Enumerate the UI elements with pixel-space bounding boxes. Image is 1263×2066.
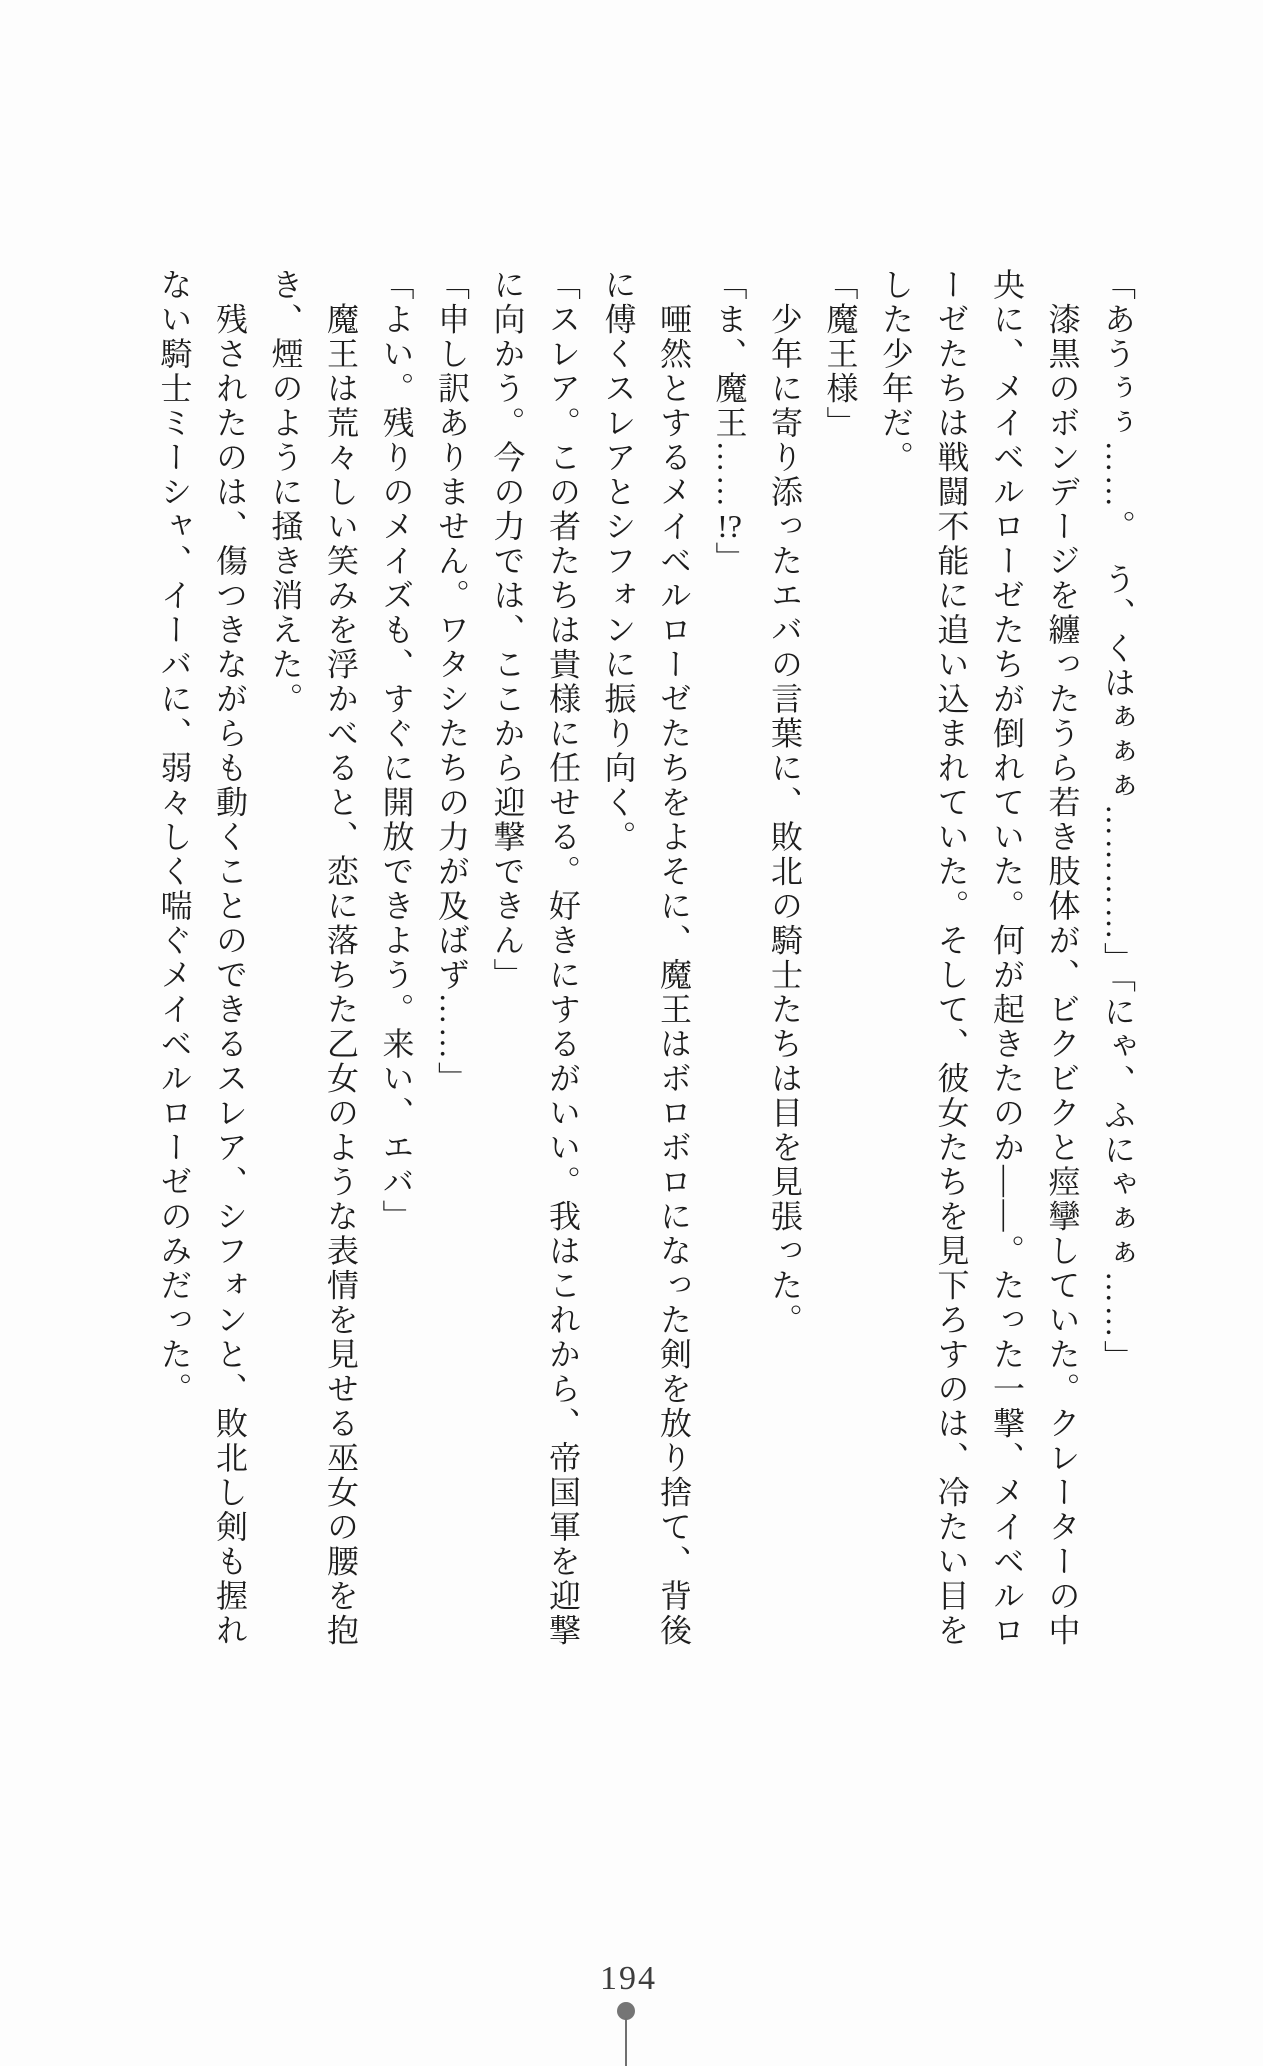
- text-line: に向かう。今の力では、ここから迎撃できん」: [489, 268, 526, 993]
- text-line: ない騎士ミーシャ、イーバに、弱々しく喘ぐメイベルローゼのみだった。: [156, 268, 193, 1407]
- text-line: 「申し訳ありません。ワタシたちの力が及ばず……」: [434, 268, 470, 1096]
- text-line: した少年だ。: [878, 268, 914, 475]
- text-block: [146, 268, 1145, 1652]
- text-line: 「あうぅぅ……。 う、くはぁぁぁ…………」「にゃ、ふにゃぁぁ……」: [1100, 268, 1136, 1375]
- text-line: 「ま、魔王……!?」: [711, 268, 748, 576]
- footer-ornament-line: [625, 2018, 627, 2066]
- text-line: 少年に寄り添ったエバの言葉に、敗北の騎士たちは目を見張った。: [767, 268, 803, 1338]
- tate-chu-yoko-exclamation: !?: [717, 509, 742, 542]
- page-number: 194: [600, 1960, 657, 1997]
- text-line: ーゼたちは戦闘不能に追い込まれていた。そして、彼女たちを見下ろすのは、冷たい目を: [933, 268, 970, 1648]
- text-line: 「スレア。この者たちは貴様に任せる。好きにするがいい。我はこれから、帝国軍を迎撃: [545, 268, 581, 1648]
- text-line: 漆黒のボンデージを纏ったうら若き肢体が、ビクビクと痙攣していた。クレーターの中: [1044, 268, 1081, 1648]
- text-line: き、煙のように掻き消えた。: [267, 268, 304, 717]
- text-line: 魔王は荒々しい笑みを浮かべると、恋に落ちた乙女のような表情を見せる巫女の腰を抱: [323, 268, 359, 1648]
- text-line: に傅くスレアとシフォンに振り向く。: [600, 268, 637, 855]
- text-line: 央に、メイベルローゼたちが倒れていた。何が起きたのか――。たった一撃、メイベルロ: [989, 268, 1025, 1648]
- text-line: 残されたのは、傷つきながらも動くことのできるスレア、シフォンと、敗北し剣も握れ: [212, 268, 248, 1648]
- text-line: 唖然とするメイベルローゼたちをよそに、魔王はボロボロになった剣を放り捨て、背後: [656, 268, 692, 1648]
- text-line: 「魔王様」: [822, 268, 859, 441]
- text-line: 「よい。残りのメイズも、すぐに開放できよう。来い、エバ」: [378, 268, 415, 1234]
